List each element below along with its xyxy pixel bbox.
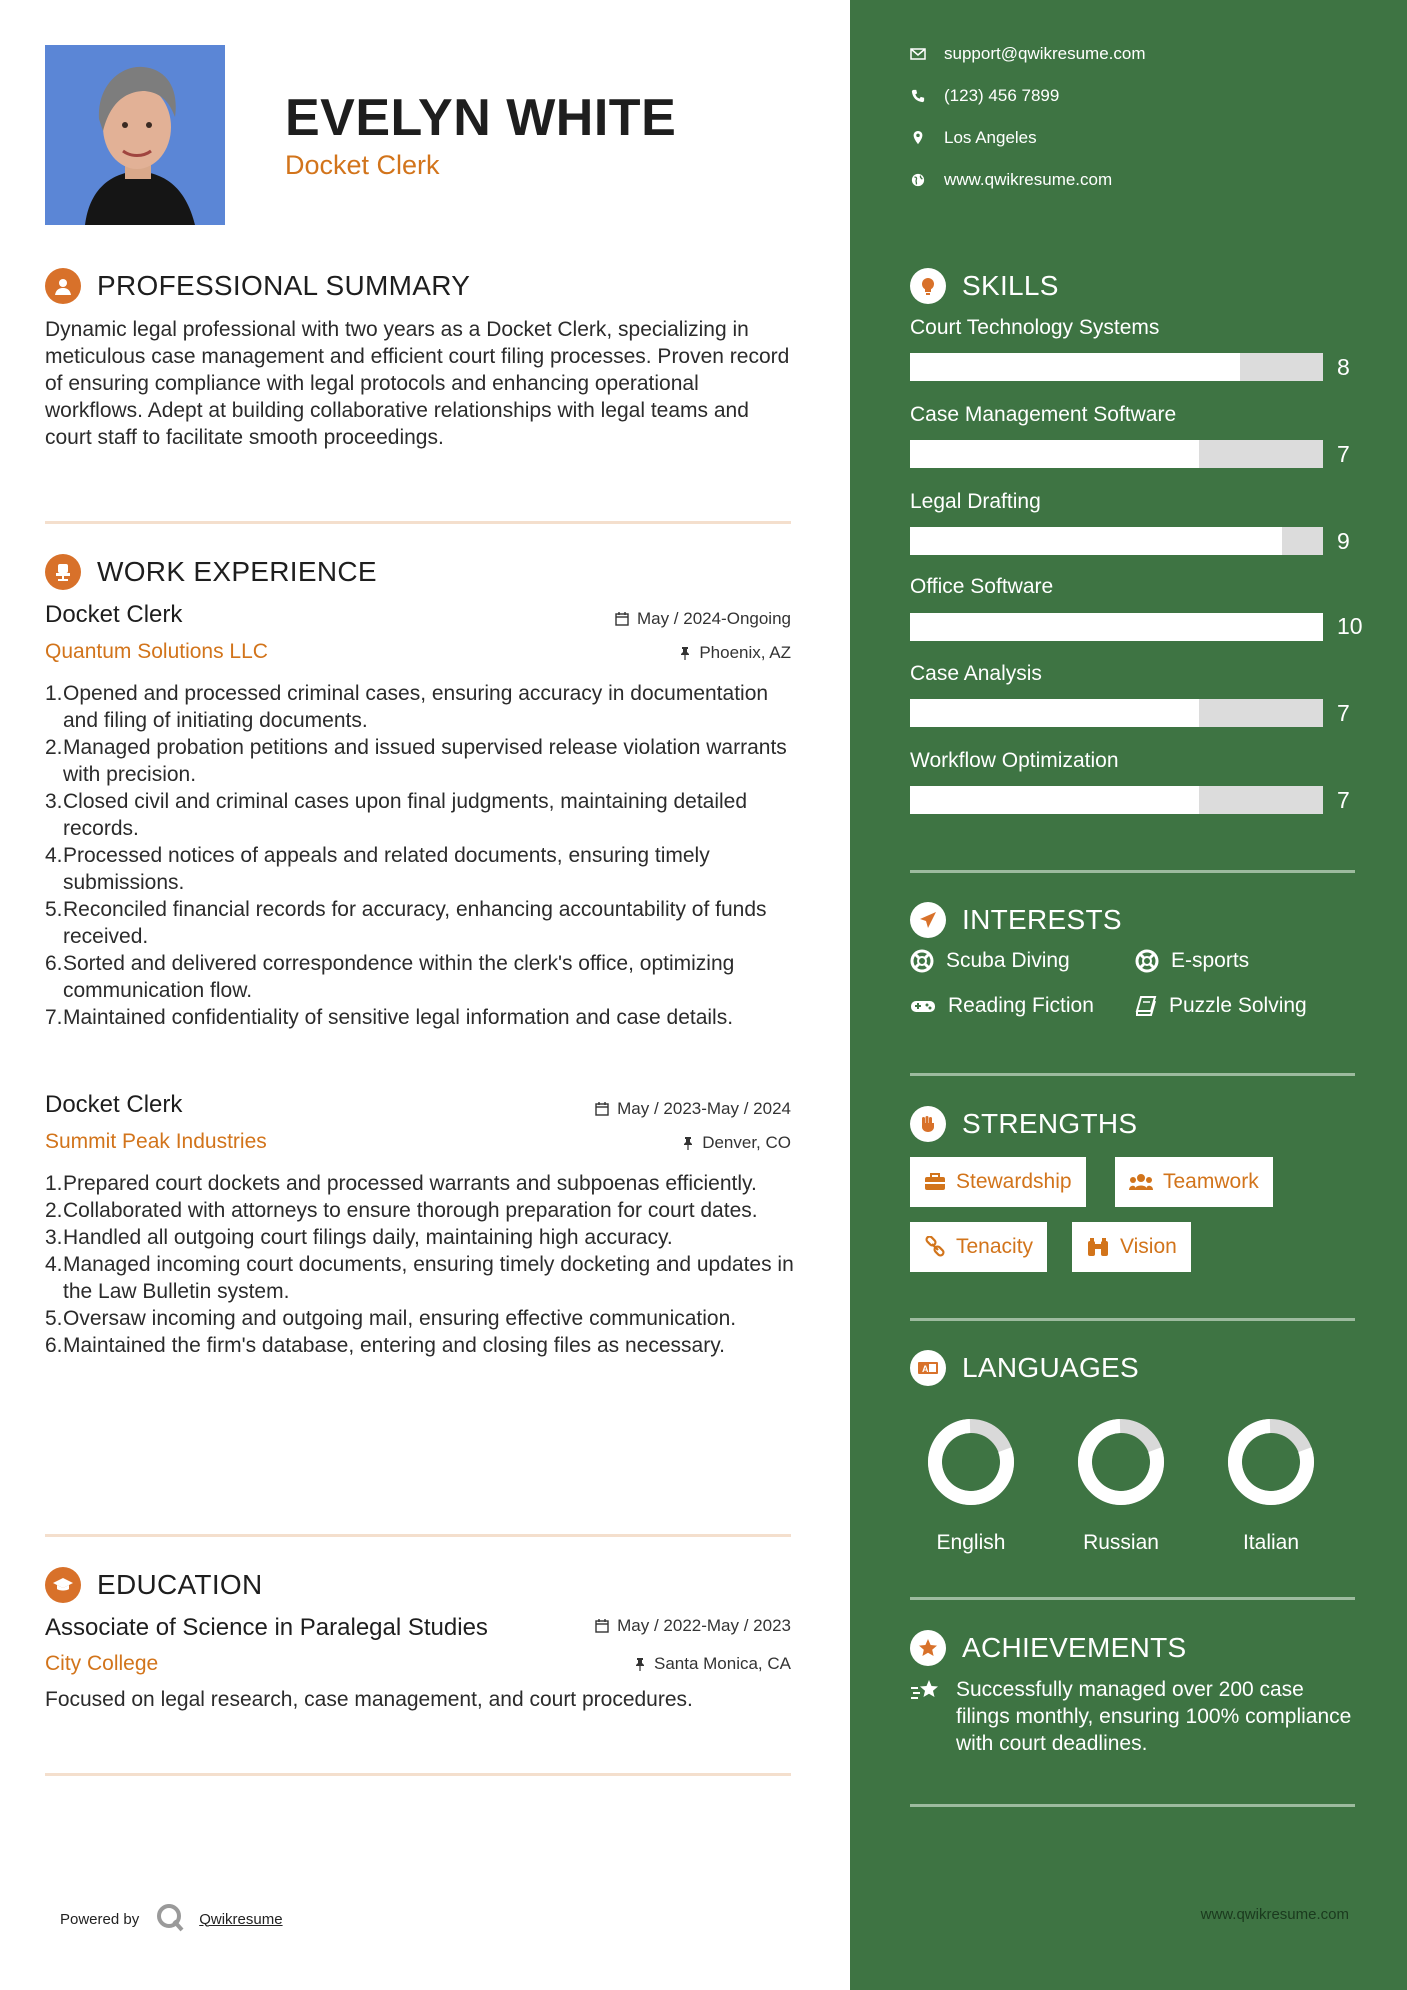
- strengths-heading-text: STRENGTHS: [962, 1108, 1138, 1139]
- powered-by-label: Powered by: [60, 1910, 140, 1928]
- job-title: Docket Clerk: [45, 1091, 183, 1118]
- skill-bar: [910, 527, 1323, 555]
- binoculars-icon: [1086, 1237, 1110, 1257]
- strength-label: Tenacity: [956, 1235, 1034, 1258]
- skill-bar: [910, 699, 1323, 727]
- profile-photo: [45, 45, 225, 225]
- interests-heading: [910, 902, 1122, 938]
- footer-website[interactable]: www.qwikresume.com: [1200, 1906, 1349, 1923]
- list-item: 3. Closed civil and criminal cases upon final judgments, maintaining detailed records.: [45, 790, 748, 840]
- skill-label: Court Technology Systems: [910, 316, 1160, 339]
- contact-location: [910, 128, 1037, 148]
- job-dates: [615, 609, 791, 629]
- skill-label: Workflow Optimization: [910, 749, 1119, 772]
- languages-heading-text: LANGUAGES: [962, 1352, 1139, 1383]
- school-name: City College: [45, 1652, 159, 1675]
- achievement-text: Successfully managed over 200 case filings monthly, ensuring 100% compliance with court deadlines.: [956, 1678, 1352, 1755]
- divider: [910, 1597, 1355, 1600]
- skill-label: Legal Drafting: [910, 490, 1041, 513]
- job-dates-text: May / 2023-May / 2024: [617, 1099, 791, 1118]
- achievement-item: [910, 1676, 1356, 1757]
- strength-chip: [910, 1222, 1047, 1272]
- fist-icon: [910, 1106, 946, 1142]
- user-icon: [45, 268, 81, 304]
- job-title: Docket Clerk: [45, 601, 183, 628]
- paper-plane-icon: [910, 902, 946, 938]
- skill-bar: [910, 353, 1323, 381]
- briefcase-icon: [924, 1173, 946, 1191]
- skill-bar-fill: [910, 613, 1323, 641]
- language-donut: [1071, 1412, 1171, 1512]
- experience-heading-text: WORK EXPERIENCE: [97, 556, 377, 587]
- list-item: 1. Prepared court dockets and processed warrants and subpoenas efficiently.: [45, 1172, 757, 1195]
- summary-text: Dynamic legal professional with two years as a Docket Clerk, specializing in meticulous case management and efficient court filing processes. Proven record of ensuring compliance with legal protocols and enhancing operational workflows. Adept at building collaborative relationships with legal teams and court staff to facilitate smooth proceedings.: [45, 318, 790, 449]
- graduation-cap-icon: [45, 1567, 81, 1603]
- experience-heading: [45, 554, 377, 590]
- skill-value: 8: [1337, 354, 1350, 380]
- contact-phone: [910, 86, 1059, 106]
- interest-label: E-sports: [1171, 949, 1250, 972]
- language-item: [921, 1412, 1021, 1555]
- language-icon: [910, 1350, 946, 1386]
- phone-text[interactable]: (123) 456 7899: [944, 86, 1060, 105]
- users-icon: [1129, 1173, 1153, 1191]
- powered-by: [60, 1902, 283, 1936]
- skill-bar-fill: [910, 353, 1240, 381]
- job-company: Quantum Solutions LLC: [45, 640, 268, 663]
- education-dates-text: May / 2022-May / 2023: [617, 1616, 791, 1635]
- education-dates: [595, 1616, 791, 1636]
- interest-item: [910, 994, 1094, 1018]
- pin-icon: [634, 1657, 646, 1671]
- strength-label: Teamwork: [1163, 1170, 1259, 1193]
- list-item: 2. Managed probation petitions and issued supervised release violation warrants with precision.: [45, 736, 787, 786]
- job-bullets: [45, 1170, 795, 1359]
- languages-heading: [910, 1350, 1139, 1386]
- skill-bar-fill: [910, 699, 1199, 727]
- list-item: 1. Opened and processed criminal cases, ensuring accuracy in documentation and filing of initiating documents.: [45, 682, 769, 732]
- strength-label: Stewardship: [956, 1170, 1072, 1193]
- divider: [45, 1534, 791, 1537]
- job-location: [682, 1133, 791, 1153]
- book-icon: [1135, 995, 1157, 1017]
- shooting-star-icon: [910, 1678, 942, 1704]
- job-location-text: Denver, CO: [702, 1133, 791, 1152]
- divider: [910, 870, 1355, 873]
- skill-bar: [910, 786, 1323, 814]
- candidate-title: Docket Clerk: [285, 150, 440, 180]
- qwikresume-link[interactable]: Qwikresume: [199, 1910, 283, 1928]
- skill-bar-fill: [910, 440, 1199, 468]
- list-item: 5. Oversaw incoming and outgoing mail, ensuring effective communication.: [45, 1307, 737, 1330]
- link-icon: [924, 1236, 946, 1258]
- interest-item: [910, 949, 1070, 973]
- divider: [45, 521, 791, 524]
- job-dates-text: May / 2024-Ongoing: [636, 609, 791, 628]
- skill-bar-fill: [910, 527, 1282, 555]
- calendar-icon: [595, 1102, 609, 1116]
- list-item: 3. Handled all outgoing court filings daily, maintaining high accuracy.: [45, 1226, 673, 1249]
- language-donut: [921, 1412, 1021, 1512]
- email-text[interactable]: support@qwikresume.com: [944, 44, 1146, 63]
- education-location: [634, 1654, 791, 1674]
- lifebuoy-icon: [910, 949, 934, 973]
- envelope-icon: [910, 48, 926, 60]
- education-heading-text: EDUCATION: [97, 1569, 263, 1600]
- contact-website: [910, 170, 1112, 190]
- list-item: 4. Managed incoming court documents, ensuring timely docketing and updates in the Law Bulletin system.: [45, 1253, 794, 1303]
- list-item: 6. Maintained the firm's database, entering and closing files as necessary.: [45, 1334, 725, 1357]
- skill-value: 7: [1337, 700, 1350, 726]
- website-text[interactable]: www.qwikresume.com: [944, 170, 1113, 189]
- strength-chip: [1115, 1157, 1273, 1207]
- svg-text:A: A: [922, 1364, 929, 1374]
- job-bullets: [45, 680, 795, 1031]
- strength-chip: [1072, 1222, 1191, 1272]
- phone-icon: [910, 89, 926, 103]
- interest-item: [1135, 949, 1249, 973]
- interest-label: Puzzle Solving: [1169, 994, 1307, 1017]
- candidate-name: EVELYN WHITE: [285, 89, 677, 147]
- calendar-icon: [615, 612, 629, 626]
- sidebar: [850, 0, 1407, 1990]
- map-marker-icon: [910, 131, 926, 145]
- pin-icon: [682, 1136, 694, 1150]
- pin-icon: [679, 646, 691, 660]
- skill-value: 7: [1337, 441, 1350, 467]
- lifebuoy-icon: [1135, 949, 1159, 973]
- lightbulb-icon: [910, 268, 946, 304]
- language-label: Russian: [1083, 1531, 1159, 1554]
- interest-item: [1135, 994, 1307, 1018]
- divider: [910, 1804, 1355, 1807]
- chair-icon: [45, 554, 81, 590]
- education-location-text: Santa Monica, CA: [653, 1654, 791, 1673]
- interests-heading-text: INTERESTS: [962, 904, 1122, 935]
- job-dates: [595, 1099, 791, 1119]
- job-company: Summit Peak Industries: [45, 1130, 267, 1153]
- education-description: Focused on legal research, case management, and court procedures.: [45, 1688, 693, 1711]
- list-item: 4. Processed notices of appeals and related documents, ensuring timely submissions.: [45, 844, 710, 894]
- list-item: 2. Collaborated with attorneys to ensure thorough preparation for court dates.: [45, 1199, 758, 1222]
- location-text: Los Angeles: [944, 128, 1037, 147]
- language-label: English: [936, 1531, 1006, 1554]
- divider: [910, 1318, 1355, 1321]
- skill-label: Office Software: [910, 575, 1054, 598]
- list-item: 7. Maintained confidentiality of sensitive legal information and case details.: [45, 1006, 734, 1029]
- calendar-icon: [595, 1619, 609, 1633]
- summary-heading-text: PROFESSIONAL SUMMARY: [97, 270, 471, 301]
- skill-label: Case Analysis: [910, 662, 1042, 685]
- education-heading: [45, 1567, 263, 1603]
- strength-label: Vision: [1120, 1235, 1177, 1258]
- interest-label: Scuba Diving: [946, 949, 1070, 972]
- skills-heading: [910, 268, 1059, 304]
- skill-bar: [910, 613, 1323, 641]
- divider: [45, 1773, 791, 1776]
- list-item: 5. Reconciled financial records for accuracy, enhancing accountability of funds received.: [45, 898, 767, 948]
- job-location-text: Phoenix, AZ: [699, 643, 791, 662]
- skill-bar-fill: [910, 786, 1199, 814]
- skills-heading-text: SKILLS: [962, 270, 1059, 301]
- job-location: [679, 643, 791, 663]
- star-icon: [910, 1630, 946, 1666]
- list-item: 6. Sorted and delivered correspondence within the clerk's office, optimizing communication flow.: [45, 952, 735, 1002]
- skill-value: 9: [1337, 528, 1350, 554]
- language-label: Italian: [1242, 1531, 1300, 1554]
- gamepad-icon: [910, 996, 936, 1016]
- divider: [910, 1073, 1355, 1076]
- globe-icon: [910, 173, 926, 187]
- achievements-heading-text: ACHIEVEMENTS: [962, 1632, 1187, 1663]
- strength-chip: [910, 1157, 1086, 1207]
- language-item: [1071, 1412, 1171, 1555]
- skill-label: Case Management Software: [910, 403, 1177, 426]
- achievements-heading: [910, 1630, 1187, 1666]
- degree-title: Associate of Science in Paralegal Studies: [45, 1614, 488, 1641]
- language-donut: [1221, 1412, 1321, 1512]
- skill-value: 7: [1337, 787, 1350, 813]
- contact-email: [910, 44, 1146, 64]
- skill-value: 10: [1337, 613, 1363, 639]
- skill-bar: [910, 440, 1323, 468]
- language-item: [1221, 1412, 1321, 1555]
- summary-heading: [45, 268, 470, 304]
- interest-label: Reading Fiction: [948, 994, 1094, 1017]
- strengths-heading: [910, 1106, 1137, 1142]
- qwikresume-logo-icon: [155, 1902, 185, 1936]
